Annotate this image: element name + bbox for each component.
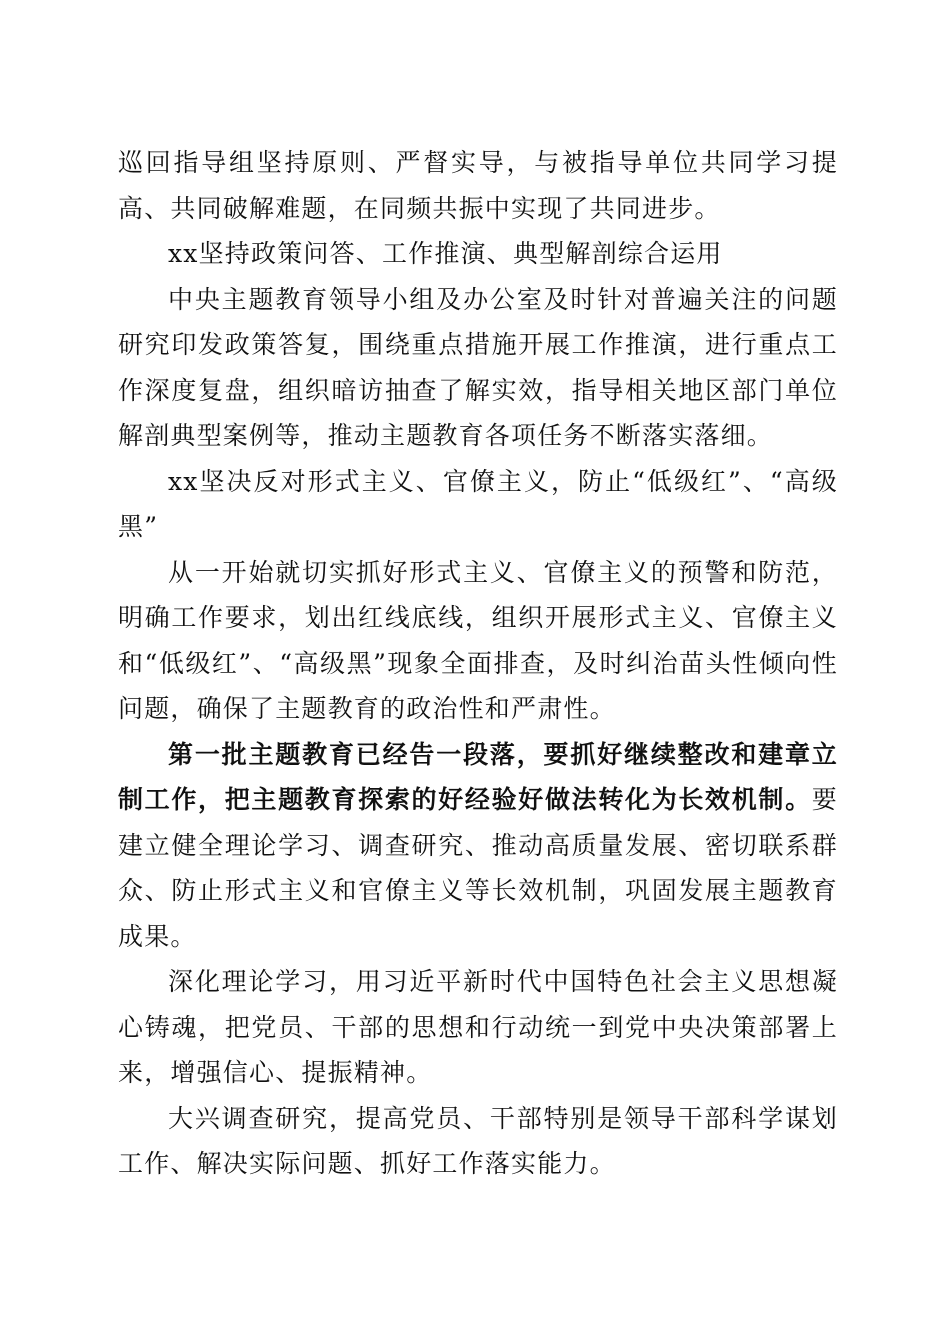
paragraph-1: 巡回指导组坚持原则、严督实导，与被指导单位共同学习提高、共同破解难题，在同频共振中实现了共同进步。 <box>118 148 838 223</box>
paragraph-6-rest: 要建立健全理论学习、调查研究、推动高质量发展、密切联系群众、防止形式主义和官僚主义等长效机制，巩固发展主题教育成果。 <box>118 785 838 951</box>
document-body <box>118 140 838 1187</box>
paragraph-8: 大兴调查研究，提高党员、干部特别是领导干部科学谋划工作、解决实际问题、抓好工作落实能力。 <box>118 1103 838 1178</box>
paragraph-3: 中央主题教育领导小组及办公室及时针对普遍关注的问题研究印发政策答复，围绕重点措施开展工作推演，进行重点工作深度复盘，组织暗访抽查了解实效，指导相关地区部门单位解剖典型案例等，推动主题教育各项任务不断落实落细。 <box>118 284 838 450</box>
heading-policy-qa: xx坚持政策问答、工作推演、典型解剖综合运用 <box>168 239 723 268</box>
paragraph-6 <box>118 732 838 960</box>
paragraph-7: 深化理论学习，用习近平新时代中国特色社会主义思想凝心铸魂，把党员、干部的思想和行动统一到党中央决策部署上来，增强信心、提振精神。 <box>118 967 838 1087</box>
heading-oppose-formalism: xx坚决反对形式主义、官僚主义，防止“低级红”、“高级黑” <box>118 466 838 541</box>
paragraph-5: 从一开始就切实抓好形式主义、官僚主义的预警和防范，明确工作要求，划出红线底线，组织开展形式主义、官僚主义和“低级红”、“高级黑”现象全面排查，及时纠治苗头性倾向性问题，确保了主题教育的政治性和严肃性。 <box>118 557 838 723</box>
paragraph-6-bold-lead: 第一批主题教育已经告一段落，要抓好继续整改和建章立制工作，把主题教育探索的好经验好做法转化为长效机制。 <box>118 739 838 814</box>
